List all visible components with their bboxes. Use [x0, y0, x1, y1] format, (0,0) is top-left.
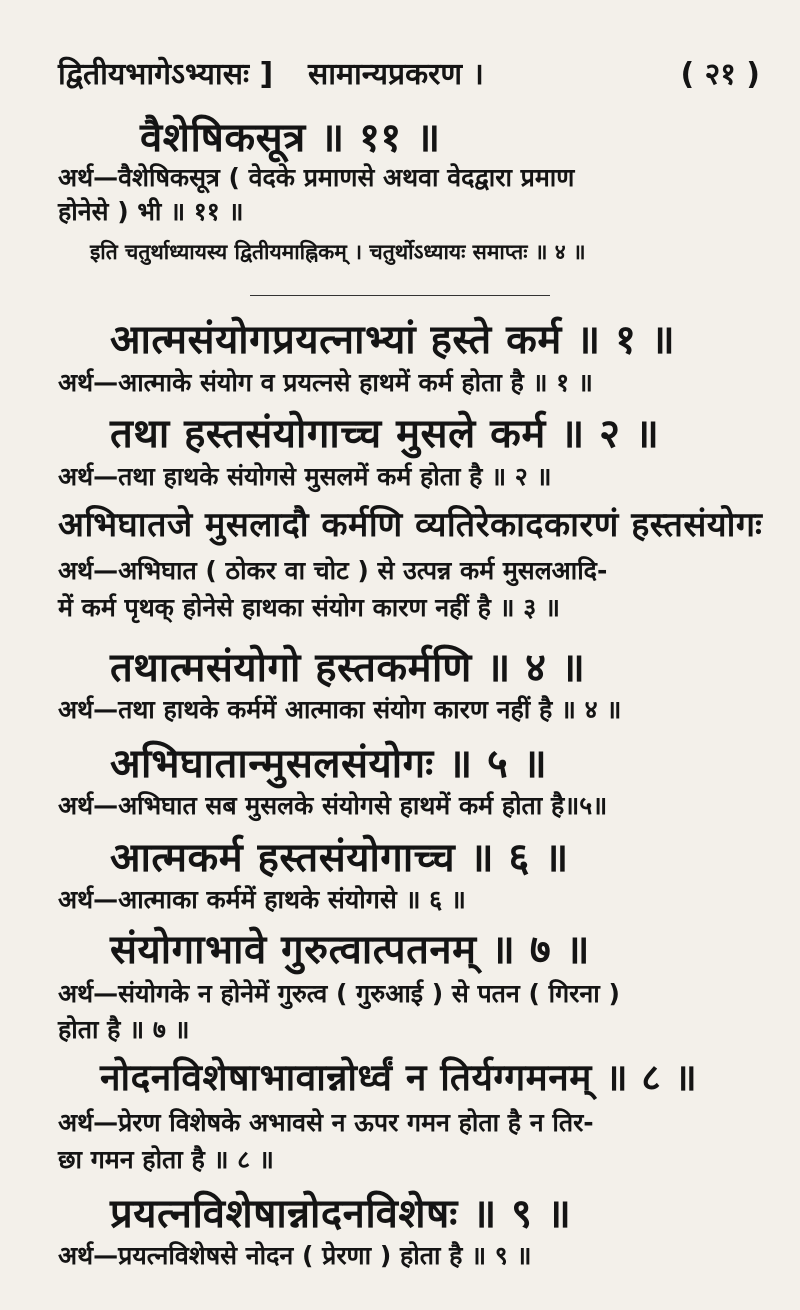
meaning-line: अर्थ—संयोगके न होनेमें गुरुत्व ( गुरुआई ) से पतन ( गिरना ) — [58, 979, 620, 1008]
header-left: द्वितीयभागेऽभ्यासः ] — [58, 57, 274, 92]
page-number: ( २१ ) — [680, 57, 760, 92]
sutra-heading: आत्मकर्म हस्तसंयोगाच्च ॥ ६ ॥ — [110, 835, 569, 881]
header-center: सामान्यप्रकरण । — [308, 57, 484, 92]
meaning-line: अर्थ—तथा हाथके संयोगसे मुसलमें कर्म होता है ॥ २ ॥ — [58, 462, 552, 491]
meaning-line: अर्थ—आत्माके संयोग व प्रयत्नसे हाथमें कर्म होता है ॥ १ ॥ — [58, 368, 593, 397]
meaning-line: अर्थ—प्रेरण विशेषके अभावसे न ऊपर गमन होता है न तिर- — [58, 1108, 594, 1137]
sutra-heading: वैशेषिकसूत्र ॥ ११ ॥ — [140, 115, 441, 161]
meaning-line: अर्थ—प्रयत्नविशेषसे नोदन ( प्रेरणा ) होता है ॥ ९ ॥ — [58, 1241, 532, 1270]
section-divider — [250, 295, 550, 296]
sutra-heading: प्रयत्नविशेषान्नोदनविशेषः ॥ ९ ॥ — [110, 1191, 572, 1237]
meaning-line: होता है ॥ ७ ॥ — [58, 1015, 190, 1044]
meaning-line: अर्थ—आत्माका कर्ममें हाथके संयोगसे ॥ ६ ॥ — [58, 885, 466, 914]
sutra-heading: संयोगाभावे गुरुत्वात्पतनम् ॥ ७ ॥ — [110, 927, 591, 973]
meaning-line: होनेसे ) भी ॥ ११ ॥ — [58, 197, 244, 226]
meaning-line: में कर्म पृथक् होनेसे हाथका संयोग कारण नहीं है ॥ ३ ॥ — [58, 593, 560, 622]
sutra-heading: अभिघातजे मुसलादौ कर्मणि व्यतिरेकादकारणं हस्तसंयोगः — [58, 505, 763, 545]
sutra-heading: आत्मसंयोगप्रयत्नाभ्यां हस्ते कर्म ॥ १ ॥ — [110, 317, 676, 363]
chapter-end-note: इति चतुर्थाध्यायस्य द्वितीयमाह्निकम् । चतुर्थोऽध्यायः समाप्तः ॥ ४ ॥ — [90, 240, 586, 264]
running-header — [58, 52, 760, 96]
meaning-line: अर्थ—अभिघात सब मुसलके संयोगसे हाथमें कर्म होता है॥५॥ — [58, 791, 608, 820]
sutra-heading: अभिघातान्मुसलसंयोगः ॥ ५ ॥ — [110, 741, 548, 787]
meaning-line: छा गमन होता है ॥ ८ ॥ — [58, 1145, 274, 1174]
meaning-line: अर्थ—तथा हाथके कर्ममें आत्माका संयोग कारण नहीं है ॥ ४ ॥ — [58, 695, 622, 724]
meaning-line: अर्थ—वैशेषिकसूत्र ( वेदके प्रमाणसे अथवा वेदद्वारा प्रमाण — [58, 163, 575, 192]
meaning-line: अर्थ—अभिघात ( ठोकर वा चोट ) से उत्पन्न कर्म मुसलआदि- — [58, 556, 608, 585]
sutra-heading: तथात्मसंयोगो हस्तकर्मणि ॥ ४ ॥ — [110, 645, 586, 691]
sutra-heading: तथा हस्तसंयोगाच्च मुसले कर्म ॥ २ ॥ — [110, 411, 660, 457]
sutra-heading: नोदनविशेषाभावान्नोर्ध्वं न तिर्यग्गमनम् ॥ ८ ॥ — [100, 1056, 698, 1099]
